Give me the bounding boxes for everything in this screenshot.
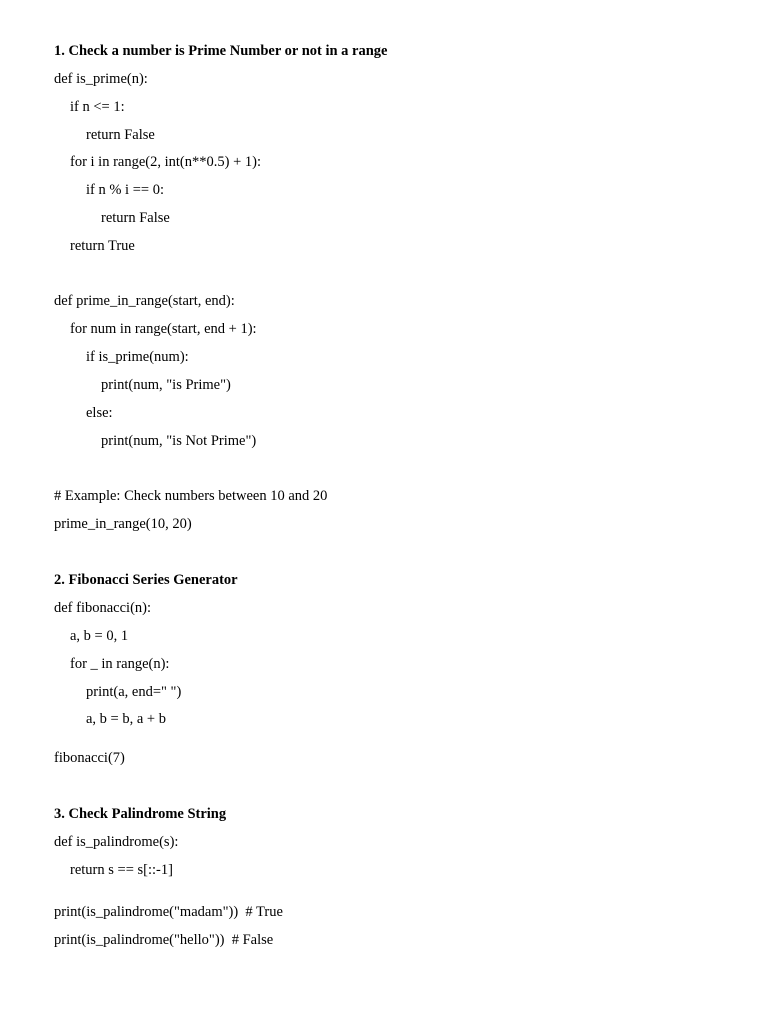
section-heading-palindrome: 3. Check Palindrome String	[54, 806, 227, 822]
code-line: print(is_palindrome("madam")) # True	[54, 904, 283, 920]
code-line: a, b = 0, 1	[70, 628, 129, 644]
code-line: prime_in_range(10, 20)	[54, 516, 192, 532]
code-line: else:	[86, 405, 113, 421]
section-heading-fibonacci: 2. Fibonacci Series Generator	[54, 572, 238, 588]
code-line: return False	[86, 127, 155, 143]
code-line: return True	[70, 238, 135, 254]
code-line: return False	[101, 210, 170, 226]
code-line: print(is_palindrome("hello")) # False	[54, 932, 274, 948]
section-heading-prime: 1. Check a number is Prime Number or not in a range	[54, 43, 388, 59]
code-line: def prime_in_range(start, end):	[54, 293, 235, 309]
code-line: return s == s[::-1]	[70, 862, 173, 878]
code-line: fibonacci(7)	[54, 750, 125, 766]
code-line: if is_prime(num):	[86, 349, 189, 365]
code-line: def is_prime(n):	[54, 71, 148, 87]
code-line: for i in range(2, int(n**0.5) + 1):	[70, 154, 261, 170]
code-comment: # Example: Check numbers between 10 and 20	[54, 488, 328, 504]
code-line: a, b = b, a + b	[86, 711, 166, 727]
code-line: def fibonacci(n):	[54, 600, 152, 616]
code-line: if n <= 1:	[70, 99, 125, 115]
code-line: for num in range(start, end + 1):	[70, 321, 257, 337]
code-line: print(num, "is Prime")	[101, 377, 231, 393]
code-line: print(a, end=" ")	[86, 684, 182, 700]
code-line: if n % i == 0:	[86, 182, 164, 198]
code-line: for _ in range(n):	[70, 656, 170, 672]
code-line: print(num, "is Not Prime")	[101, 433, 257, 449]
code-line: def is_palindrome(s):	[54, 834, 179, 850]
